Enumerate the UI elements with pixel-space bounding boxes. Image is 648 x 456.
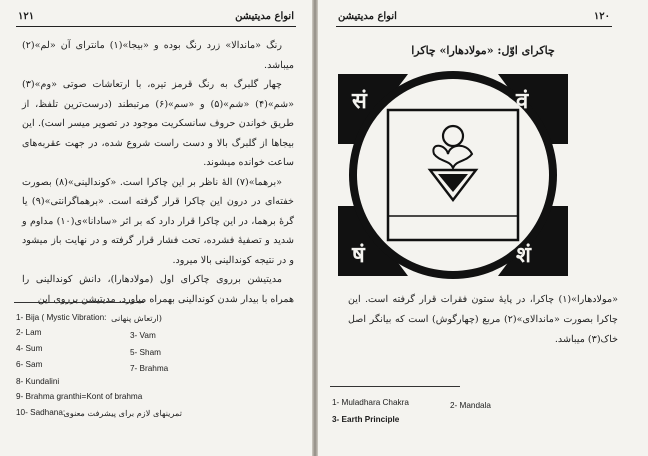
right-page-number: ۱۲۰ [593, 11, 610, 22]
footnote-item: 5- Sham [130, 348, 161, 357]
petal-glyph-vam: वं [516, 89, 529, 114]
footnote-gloss: (ارتعاش پنهانی [111, 313, 162, 323]
chakra-title: چاکرای اوّل: «مولادهارا» چاکرا [411, 44, 555, 57]
footnote-item: 2- Mandala [450, 401, 491, 410]
paragraph: چهار گلبرگ به رنگ قرمز تیره، با ارتعاشات صوتی «وم»(۳) «شم»(۴) «شم»(۵) و «سم»(۶) مرتبطند (درست‌ترین تلفظ، از طریق خواندن حروف سانسکریت موجود در تصویر میسر است). این بیجاها از گلبرگ بالا و دست راست شروع شده، در جهت عقربه‌های ساعت خوانده میشوند. [22, 79, 294, 168]
paragraph: «برهما»(۷) الهٔ ناظر بر این چاکرا است. «کوندالینی»(۸) بصورت خفته‌ای در درون این چاکرا قرار گرفته است. «برهماگرانتی»(۹) یا گرهٔ برهما، در این چاکرا قرار دارد که بر اثر «سادانا»ی(۱۰) مداوم و شدید و تصفیهٔ فشرده، تحت فشار قرار گرفته و در نهایت باز میشود و در نتیجه کوندالینی بالا میرود. [22, 176, 294, 266]
right-running-header [336, 10, 612, 27]
paragraph: رنگ «ماندالا» زرد رنگ بوده و «بیجا»(۱) مانترای آن «لم»(۲) میباشد. [22, 40, 294, 71]
caption-paragraph: «مولادهارا»(۱) چاکرا، در پایهٔ ستون فقرات قرار گرفته است. این چاکرا بصورت «ماندالای»(۲) مربع (چهارگوش) است که بیانگر اصل خاک(۳) میباشد. [348, 294, 618, 345]
footnote-divider [330, 386, 460, 387]
petal-glyph-sam: सं [352, 89, 367, 114]
footnote-item: 9- Brahma granthi=Kont of brahma [16, 392, 143, 401]
paragraph: مدیتیشن برروی چاکرای اول (مولادهارا)، دانش کوندالینی را همراه با بیدار شدن کوندالینی بهمراه میاورد. مدیتیشن برروی این [22, 274, 294, 305]
muladhara-chakra-figure [338, 64, 568, 286]
left-header-title: انواع مدیتیشن [235, 11, 294, 22]
footnote-item: 7- Brahma [130, 364, 169, 373]
right-header-title: انواع مدیتیشن [338, 11, 397, 22]
left-body-text [22, 36, 294, 309]
petal-glyph-shum: शं [516, 243, 531, 268]
footnote-item: 8- Kundalini [16, 377, 60, 386]
footnote-item: 4- Sum [16, 344, 43, 353]
right-page [318, 0, 648, 456]
footnote-item: 6- Sam [16, 360, 43, 369]
left-page-number: ۱۲۱ [18, 11, 35, 22]
petal-glyph-sham: षं [352, 243, 365, 268]
left-page [0, 0, 312, 456]
footnote-item: 10- Sadhana: [16, 408, 66, 417]
chakra-caption [348, 290, 618, 350]
footnote-item: 3- Vam [130, 331, 156, 340]
footnote-gloss: تمرینهای لازم برای پیشرفت معنوی [63, 408, 182, 418]
footnote-item: 3- Earth Principle [332, 415, 400, 424]
left-running-header [16, 10, 296, 27]
footnote-item: 1- Muladhara Chakra [332, 398, 409, 407]
footnote-item: 1- Bija ( Mystic Vibration: [16, 313, 107, 322]
footnote-item: 2- Lam [16, 328, 42, 337]
footnote-divider [14, 302, 144, 303]
